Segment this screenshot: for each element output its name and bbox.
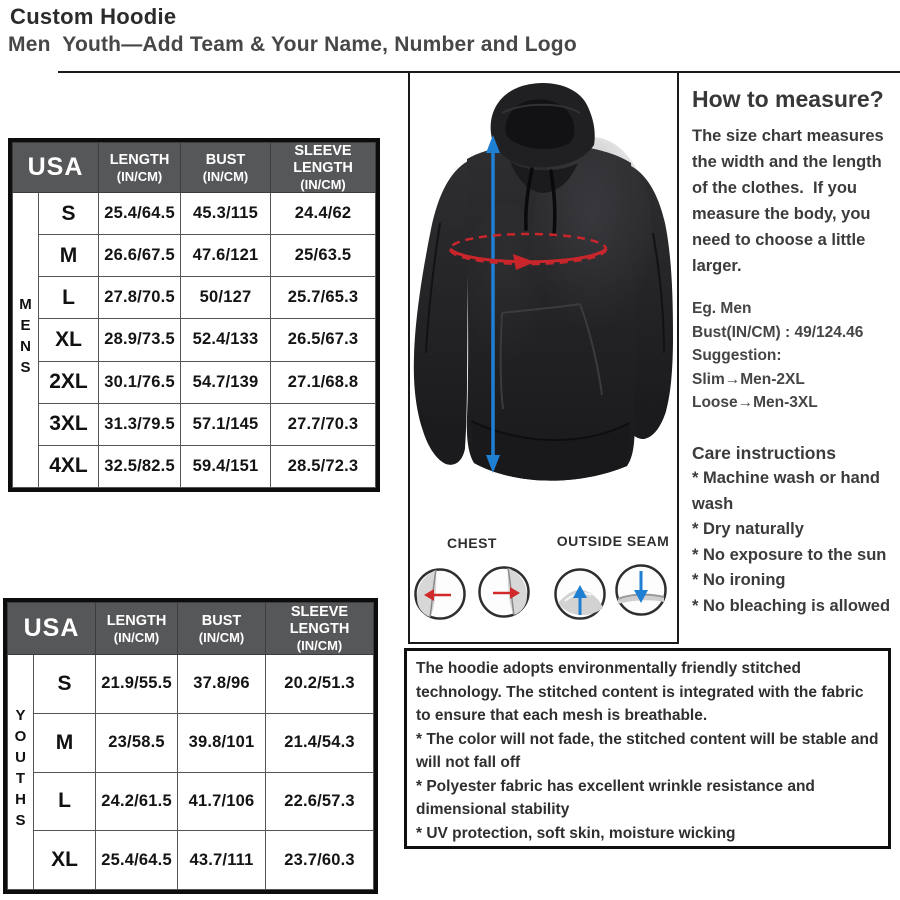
length-cell: 23/58.5: [96, 713, 178, 772]
page-subtitle: Men Youth—Add Team & Your Name, Number and Logo: [8, 33, 577, 56]
bust-cell: 54.7/139: [181, 361, 271, 403]
mens-vertical-label: MENS: [17, 295, 34, 380]
column-header-usa: USA: [13, 143, 99, 193]
size-cell: S: [39, 193, 99, 235]
size-cell: L: [34, 772, 96, 831]
sleeve-cell: 26.5/67.3: [271, 319, 376, 361]
sleeve-cell: 24.4/62: [271, 193, 376, 235]
sleeve-cell: 23.7/60.3: [266, 831, 374, 890]
hoodie-illustration: [410, 73, 677, 644]
table-row: [13, 403, 376, 445]
description-item: The hoodie adopts environmentally friendly stitched technology. The stitched content is integrated with the fabric to ensure that each mesh is breathable.: [416, 660, 864, 724]
column-header-length: LENGTH (IN/CM): [99, 143, 181, 193]
length-cell: 25.4/64.5: [96, 831, 178, 890]
bust-cell: 59.4/151: [181, 445, 271, 487]
size-cell: 2XL: [39, 361, 99, 403]
bust-cell: 41.7/106: [178, 772, 266, 831]
table-header-row: [8, 603, 374, 655]
size-cell: L: [39, 277, 99, 319]
bust-cell: 52.4/133: [181, 319, 271, 361]
table-row: [8, 772, 374, 831]
size-cell: 3XL: [39, 403, 99, 445]
description-item: * Polyester fabric has excellent wrinkle resistance and dimensional stability: [416, 777, 815, 818]
youths-vertical-label: YOUTHS: [12, 706, 29, 833]
length-cell: 27.8/70.5: [99, 277, 181, 319]
bust-cell: 45.3/115: [181, 193, 271, 235]
table-row: [13, 319, 376, 361]
mens-size-table-grid: [12, 142, 376, 488]
column-header-length: LENGTH (IN/CM): [96, 603, 178, 655]
size-cell: 4XL: [39, 445, 99, 487]
outside-seam-label: OUTSIDE SEAM: [556, 533, 670, 549]
table-row: [13, 445, 376, 487]
sleeve-cell: 21.4/54.3: [266, 713, 374, 772]
bust-cell: 37.8/96: [178, 655, 266, 714]
example-line: Bust(IN/CM) : 49/124.46: [692, 323, 864, 341]
column-header-bust: BUST (IN/CM): [178, 603, 266, 655]
sleeve-cell: 27.7/70.3: [271, 403, 376, 445]
care-instructions-heading: Care instructions: [692, 442, 836, 463]
page-title: Custom Hoodie: [10, 4, 177, 29]
table-header-row: [13, 143, 376, 193]
size-cell: XL: [34, 831, 96, 890]
length-cell: 21.9/55.5: [96, 655, 178, 714]
column-header-usa: USA: [8, 603, 96, 655]
care-item: * Dry naturally: [692, 520, 804, 538]
size-cell: S: [34, 655, 96, 714]
sleeve-cell: 27.1/68.8: [271, 361, 376, 403]
how-to-measure-panel: [692, 86, 898, 619]
example-line: Slim→Men-2XL: [692, 370, 805, 388]
bust-cell: 50/127: [181, 277, 271, 319]
chest-measure-right-icon: [477, 565, 531, 619]
size-cell: M: [34, 713, 96, 772]
chest-label: CHEST: [447, 535, 497, 551]
sleeve-cell: 25/63.5: [271, 235, 376, 277]
sleeve-cell: 22.6/57.3: [266, 772, 374, 831]
how-to-measure-text: The size chart measures the width and the length of the clothes. If you measure the body, you need to choose a little larger.: [692, 127, 889, 275]
description-item: * UV protection, soft skin, moisture wicking: [416, 824, 736, 842]
size-suggestion-block: [692, 297, 898, 415]
bust-cell: 47.6/121: [181, 235, 271, 277]
how-to-measure-heading: How to measure?: [692, 86, 884, 112]
mens-size-table: [8, 138, 380, 492]
group-label-cell: [8, 655, 34, 890]
length-cell: 30.1/76.5: [99, 361, 181, 403]
example-line: Loose→Men-3XL: [692, 394, 818, 411]
column-header-sleeve: SLEEVE LENGTH (IN/CM): [271, 143, 376, 193]
table-row: [8, 831, 374, 890]
column-header-bust: BUST (IN/CM): [181, 143, 271, 193]
bust-cell: 43.7/111: [178, 831, 266, 890]
table-row: [13, 235, 376, 277]
care-instructions-block: [692, 441, 898, 620]
care-item: * No ironing: [692, 571, 786, 589]
size-cell: XL: [39, 319, 99, 361]
length-cell: 26.6/67.5: [99, 235, 181, 277]
description-item: * The color will not fade, the stitched content will be stable and will not fall off: [416, 730, 879, 771]
youths-size-table: [3, 598, 378, 894]
sleeve-cell: 20.2/51.3: [266, 655, 374, 714]
length-cell: 28.9/73.5: [99, 319, 181, 361]
care-item: * No bleaching is allowed: [692, 596, 891, 615]
table-row: [8, 713, 374, 772]
example-line: Suggestion:: [692, 347, 782, 364]
example-line: Eg. Men: [692, 300, 752, 317]
table-row: [13, 277, 376, 319]
length-cell: 31.3/79.5: [99, 403, 181, 445]
bust-cell: 57.1/145: [181, 403, 271, 445]
column-header-sleeve: SLEEVE LENGTH (IN/CM): [266, 603, 374, 655]
length-cell: 32.5/82.5: [99, 445, 181, 487]
table-row: [13, 361, 376, 403]
outside-seam-down-icon: [614, 563, 668, 617]
size-cell: M: [39, 235, 99, 277]
care-item: * Machine wash or hand wash: [692, 469, 880, 513]
sleeve-cell: 25.7/65.3: [271, 277, 376, 319]
outside-seam-up-icon: [553, 567, 607, 621]
sleeve-cell: 28.5/72.3: [271, 445, 376, 487]
group-label-cell: [13, 193, 39, 488]
bust-cell: 39.8/101: [178, 713, 266, 772]
length-cell: 24.2/61.5: [96, 772, 178, 831]
length-cell: 25.4/64.5: [99, 193, 181, 235]
care-item: * No exposure to the sun: [692, 545, 887, 564]
hoodie-illustration-panel: [408, 73, 679, 644]
youths-size-table-grid: [7, 602, 374, 890]
table-row: [13, 193, 376, 235]
chest-measure-left-icon: [413, 567, 467, 621]
table-row: [8, 655, 374, 714]
product-description-box: [404, 648, 891, 849]
